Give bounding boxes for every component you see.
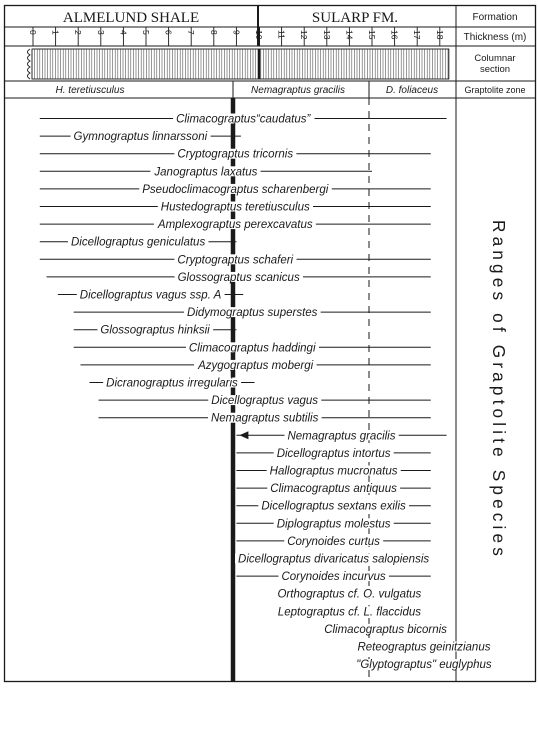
thickness-tick-label: 5 bbox=[141, 30, 151, 35]
species-name: Orthograptus cf. O. vulgatus bbox=[277, 588, 422, 601]
thickness-scale bbox=[28, 27, 445, 46]
formation-label: Formation bbox=[472, 12, 518, 23]
species-name: Amplexograptus perexcavatus bbox=[157, 219, 313, 232]
thickness-tick-label: 8 bbox=[208, 30, 219, 35]
species-name: Climacograptus bicornis bbox=[324, 623, 447, 636]
species-name: Dicellograptus geniculatus bbox=[70, 236, 206, 249]
species-name: Pseudoclimacograptus scharenbergi bbox=[142, 183, 329, 196]
species-name: Climacograptus antiquus bbox=[270, 483, 397, 496]
species-name: "Glyptograptus" euglyphus bbox=[356, 659, 492, 672]
zone-name-teretiusculus: H. teretiusculus bbox=[55, 85, 125, 96]
species-name: Climacograptus haddingi bbox=[188, 342, 316, 355]
species-name: Hustedograptus teretiusculus bbox=[160, 201, 310, 214]
species-name: Diplograptus molestus bbox=[276, 518, 391, 531]
species-name: Dicellograptus vagus bbox=[211, 395, 319, 408]
species-name: Corynoides incurvus bbox=[281, 571, 386, 584]
zone-label: Graptolite zone bbox=[464, 85, 526, 95]
thickness-tick-label: 4 bbox=[118, 30, 129, 35]
thickness-tick-label: 7 bbox=[186, 30, 197, 35]
species-name: Dicranograptus irregularis bbox=[106, 377, 238, 390]
species-name: Janograptus laxatus bbox=[154, 166, 258, 179]
thickness-tick-label: 14 bbox=[344, 30, 355, 40]
species-name: Dicellograptus vagus ssp. A bbox=[79, 289, 222, 302]
species-name: Nemagraptus subtilis bbox=[210, 412, 319, 425]
range-arrow-icon bbox=[239, 431, 248, 439]
columnar-label-2: section bbox=[479, 64, 511, 75]
thickness-tick-label: 10 bbox=[254, 30, 264, 40]
formation-right-name: SULARP FM. bbox=[311, 10, 399, 26]
zone-name-foliaceus: D. foliaceus bbox=[385, 85, 439, 96]
thickness-tick-label: 2 bbox=[73, 30, 84, 35]
formation-left-name: ALMELUND SHALE bbox=[62, 10, 200, 26]
species-name: Climacograptus“caudatus” bbox=[176, 113, 311, 126]
species-name: Didymograptus superstes bbox=[187, 307, 318, 320]
thickness-tick-label: 18 bbox=[434, 30, 445, 40]
thickness-tick-label: 6 bbox=[163, 30, 174, 35]
species-name: Dicellograptus divaricatus salopiensis bbox=[238, 553, 430, 566]
thickness-tick-label: 0 bbox=[28, 30, 38, 35]
thickness-tick-label: 15 bbox=[367, 30, 377, 40]
thickness-tick-label: 16 bbox=[389, 30, 400, 40]
species-name: Nemagraptus gracilis bbox=[287, 430, 396, 443]
species-name: Azygograptus mobergi bbox=[198, 359, 314, 372]
species-ranges bbox=[40, 114, 495, 672]
side-title: Ranges of Graptolite Species bbox=[489, 220, 509, 566]
species-name: Reteograptus geinitzianus bbox=[357, 641, 491, 654]
species-name: Glossograptus hinksii bbox=[100, 324, 210, 337]
species-name: Glossograptus scanicus bbox=[177, 271, 300, 284]
columnar-section bbox=[28, 49, 449, 79]
species-name: Leptograptus cf. L. flaccidus bbox=[277, 606, 422, 619]
species-name: Dicellograptus intortus bbox=[276, 447, 391, 460]
thickness-tick-label: 17 bbox=[412, 30, 423, 40]
zone-name-gracilis: Nemagraptus gracilis bbox=[251, 85, 345, 96]
species-name: Gymnograptus linnarssoni bbox=[73, 131, 208, 144]
thickness-tick-label: 3 bbox=[95, 30, 106, 35]
thickness-tick-label: 13 bbox=[321, 30, 332, 40]
species-name: Dicellograptus sextans exilis bbox=[261, 500, 406, 513]
species-name: Cryptograptus schaferi bbox=[177, 254, 294, 267]
species-name: Corynoides curtus bbox=[287, 535, 380, 548]
thickness-label: Thickness (m) bbox=[463, 32, 527, 43]
species-name: Cryptograptus tricornis bbox=[177, 148, 294, 161]
thickness-tick-label: 9 bbox=[231, 30, 242, 35]
thickness-tick-label: 11 bbox=[276, 30, 287, 39]
thickness-tick-label: 1 bbox=[50, 30, 61, 35]
columnar-label-1: Columnar bbox=[474, 53, 516, 64]
species-name: Hallograptus mucronatus bbox=[269, 465, 398, 478]
thickness-tick-label: 12 bbox=[299, 30, 310, 40]
